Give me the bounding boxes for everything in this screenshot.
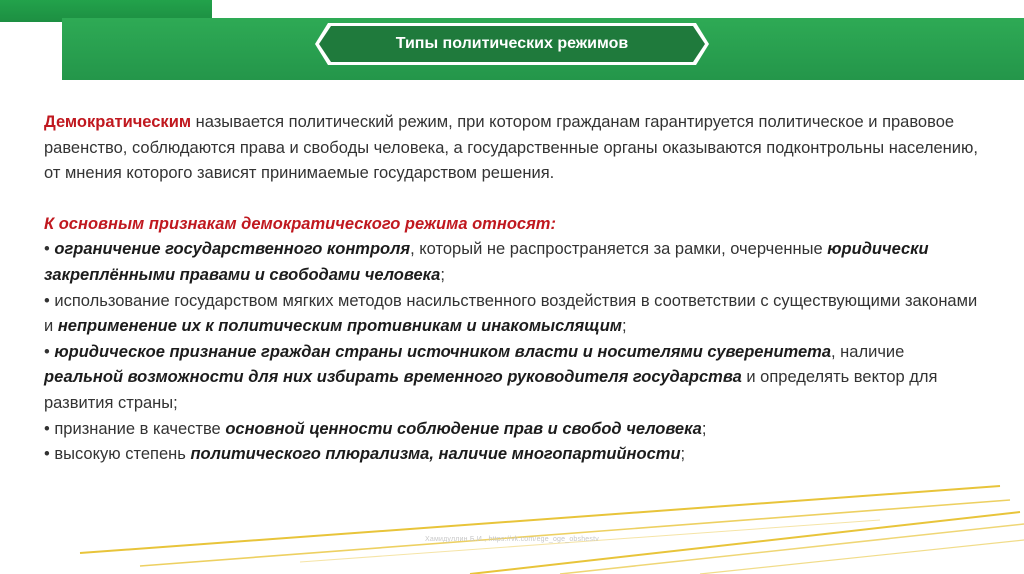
- definition-term: Демократическим: [44, 113, 192, 131]
- list-item: • высокую степень политического плюрализма, наличие многопартийности;: [44, 445, 686, 464]
- list-item: • использование государством мягких методов насильственного воздействия в соответствии с существующими законами и неприменение их к политическим противникам и инакомыслящим;: [44, 291, 978, 336]
- slide-title: Типы политических режимов: [395, 35, 629, 52]
- list-heading: К основным признакам демократического режима относят:: [44, 214, 556, 233]
- author-footer: Хамидуллин Б.И., https://vk.com/ege_oge_obshestv: [425, 536, 599, 543]
- list-item: • ограничение государственного контроля, который не распространяется за рамки, очерченные юридически закреплёнными правами и свободами человека;: [44, 240, 929, 284]
- list-item: • признание в качестве основной ценности соблюдение прав и свобод человека;: [44, 419, 707, 438]
- definition-text: называется политический режим, при котором гражданам гарантируется политическое и правовое равенство, соблюдаются права и свободы человека, а государственные органы оказываются подконтрольны населению, от мнения которого зависят принимаемые государством решения.: [44, 113, 978, 183]
- list-item: • юридическое признание граждан страны источником власти и носителями суверенитета, наличие реальной возможности для них избирать временного руководителя государства и определять вектор для развития страны;: [44, 342, 938, 412]
